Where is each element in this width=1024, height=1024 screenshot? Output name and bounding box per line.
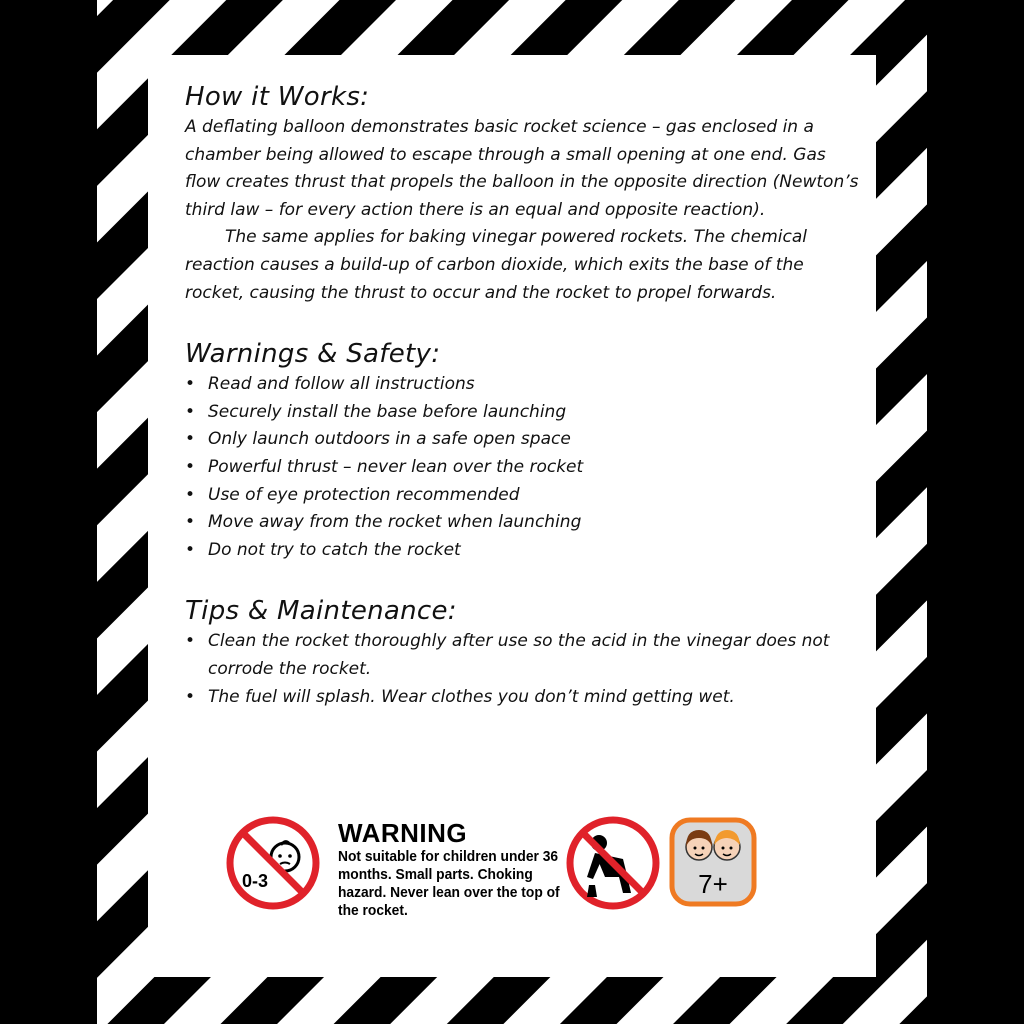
how-it-works-paragraph-2: The same applies for baking vinegar powered rockets. The chemical reaction causes a build-up of carbon dioxide, which exits the base of the rocket, causing the thrust to occur and the rocket to propel forwards. <box>185 227 807 303</box>
list-item: • Securely install the base before launching <box>185 399 865 427</box>
warning-label <box>225 815 765 935</box>
warnings-safety-section <box>185 337 865 564</box>
list-item: • Powerful thrust – never lean over the rocket <box>185 454 865 482</box>
list-item: • The fuel will splash. Wear clothes you don’t mind getting wet. <box>185 684 865 712</box>
no-baby-icon <box>225 815 321 911</box>
list-item: • Only launch outdoors in a safe open space <box>185 426 865 454</box>
children-age-icon <box>669 817 757 907</box>
age-restriction-label: 0-3 <box>241 871 269 891</box>
list-item: • Do not try to catch the rocket <box>185 537 865 565</box>
how-it-works-title: How it Works: <box>185 82 370 112</box>
age-recommendation-label: 7+ <box>698 869 728 899</box>
tips-maintenance-title: Tips & Maintenance: <box>185 596 457 627</box>
warnings-list <box>185 371 865 564</box>
tips-list <box>185 628 865 711</box>
how-it-works-paragraph-1: A deflating balloon demonstrates basic rocket science – gas enclosed in a chamber being allowed to escape through a small opening at one end. Gas flow creates thrust that propels the balloon in the opposite direction (Newton’s third law – for every action there is an equal and opposite reaction). <box>185 117 859 220</box>
list-item: • Use of eye protection recommended <box>185 482 865 510</box>
list-item: • Move away from the rocket when launching <box>185 509 865 537</box>
warning-body: Not suitable for children under 36 months. Small parts. Choking hazard. Never lean over the top of the rocket. <box>338 848 560 919</box>
how-it-works-section <box>185 80 865 307</box>
list-item: • Read and follow all instructions <box>185 371 865 399</box>
list-item: • Clean the rocket thoroughly after use so the acid in the vinegar does not corrode the rocket. <box>185 628 865 683</box>
instructions-content <box>185 80 865 711</box>
warning-text-block <box>338 818 568 920</box>
no-leaning-icon <box>565 815 661 911</box>
tips-maintenance-section <box>185 594 865 711</box>
warnings-safety-title: Warnings & Safety: <box>185 339 441 370</box>
warning-title: WARNING <box>338 818 468 848</box>
